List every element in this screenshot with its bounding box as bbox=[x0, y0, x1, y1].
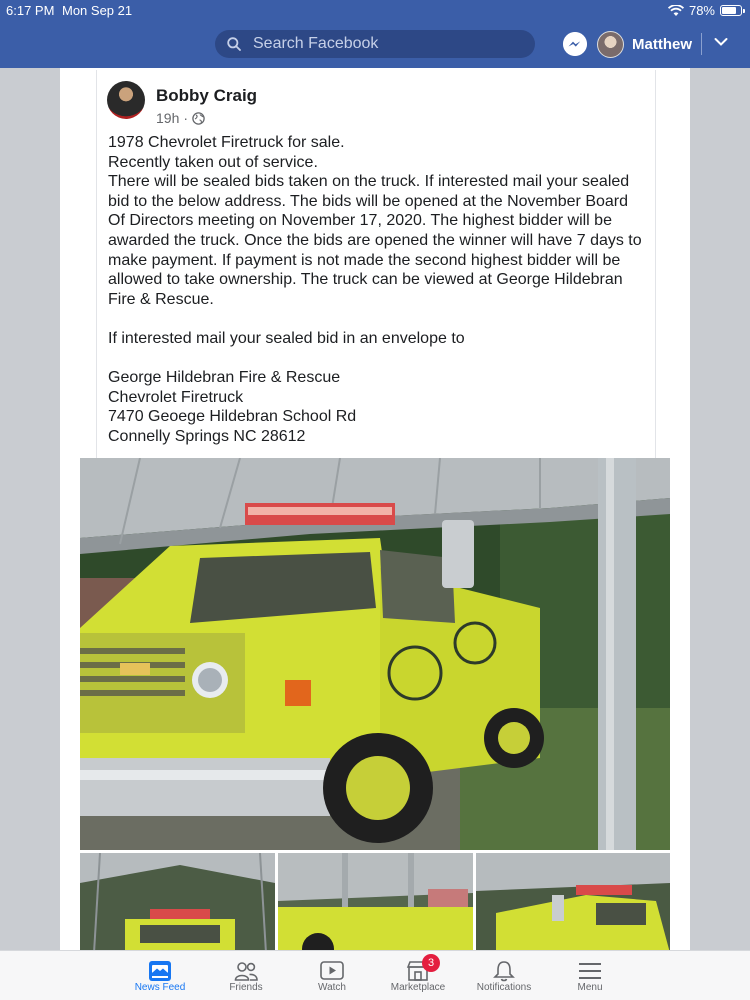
battery-percent: 78% bbox=[688, 3, 715, 18]
friends-icon bbox=[234, 960, 258, 982]
nav-label: News Feed bbox=[134, 982, 186, 993]
photo-thumb-front bbox=[80, 853, 275, 953]
search-input[interactable] bbox=[253, 35, 503, 53]
status-right bbox=[668, 3, 742, 18]
address-line: George Hildebran Fire & Rescue bbox=[108, 369, 341, 387]
chevron-down-icon[interactable] bbox=[714, 37, 728, 47]
search-icon bbox=[227, 37, 241, 51]
nav-marketplace[interactable] bbox=[378, 951, 458, 1000]
marketplace-badge: 3 bbox=[422, 954, 440, 972]
post-paragraph: If interested mail your sealed bid in an envelope to bbox=[108, 329, 465, 347]
nav-label: Marketplace bbox=[390, 982, 446, 993]
status-bar bbox=[0, 0, 750, 20]
notifications-icon bbox=[492, 960, 516, 982]
photo-thumb-angle bbox=[476, 853, 670, 953]
globe-icon bbox=[192, 112, 205, 125]
messenger-icon[interactable] bbox=[563, 32, 587, 56]
nav-notifications[interactable] bbox=[464, 951, 544, 1000]
meta-dot: · bbox=[183, 110, 189, 126]
post-time[interactable]: 19h bbox=[156, 110, 180, 126]
post-photo-thumb[interactable] bbox=[476, 853, 670, 953]
author-avatar[interactable] bbox=[107, 81, 145, 119]
status-date: Mon Sep 21 bbox=[62, 3, 133, 18]
header-divider bbox=[701, 33, 702, 55]
battery-icon bbox=[720, 5, 742, 16]
post-photo-thumb[interactable] bbox=[80, 853, 275, 953]
address-line: Connelly Springs NC 28612 bbox=[108, 427, 306, 445]
nav-friends[interactable] bbox=[206, 951, 286, 1000]
paragraph-gap bbox=[108, 349, 648, 369]
menu-icon bbox=[578, 960, 602, 982]
watch-icon bbox=[320, 960, 344, 982]
nav-label: Notifications bbox=[476, 982, 532, 993]
nav-watch[interactable] bbox=[292, 951, 372, 1000]
nav-news-feed[interactable] bbox=[120, 951, 200, 1000]
paragraph-gap bbox=[108, 309, 648, 329]
nav-label: Watch bbox=[318, 982, 346, 993]
post-photo-thumb[interactable] bbox=[278, 853, 473, 953]
address-line: Chevrolet Firetruck bbox=[108, 388, 244, 406]
nav-label: Menu bbox=[577, 982, 603, 993]
firetruck-photo bbox=[80, 458, 670, 850]
post-photo-main[interactable] bbox=[80, 458, 670, 850]
news-feed-icon bbox=[148, 960, 172, 982]
photo-thumb-side bbox=[278, 853, 473, 953]
nav-label: Friends bbox=[229, 982, 263, 993]
address-line: 7470 Geoege Hildebran School Rd bbox=[108, 408, 357, 426]
post-text bbox=[108, 133, 648, 447]
search-bar[interactable] bbox=[215, 30, 535, 58]
status-time: 6:17 PM bbox=[6, 3, 55, 18]
nav-menu[interactable] bbox=[550, 951, 630, 1000]
user-avatar[interactable] bbox=[597, 31, 624, 58]
post-paragraph: Recently taken out of service. bbox=[108, 153, 318, 171]
author-name[interactable]: Bobby Craig bbox=[156, 86, 258, 105]
wifi-icon bbox=[668, 5, 684, 17]
user-name[interactable]: Matthew bbox=[632, 36, 692, 53]
post-meta bbox=[156, 110, 205, 126]
post-paragraph: 1978 Chevrolet Firetruck for sale. bbox=[108, 134, 345, 151]
top-bar bbox=[0, 0, 750, 68]
post-paragraph: There will be sealed bids taken on the truck. If interested mail your sealed bid to the below address. The bids will be opened at the November Board Of Directors meeting on November 17, 2020. The highest bidder will be awarded the truck. Once the bids are opened the winner will have 7 days to make payment. If payment is not made the second highest bidder will be allowed to take ownership. The truck can be viewed at George Hildebran Fire & Rescue. bbox=[108, 173, 642, 308]
bottom-nav bbox=[0, 950, 750, 1000]
